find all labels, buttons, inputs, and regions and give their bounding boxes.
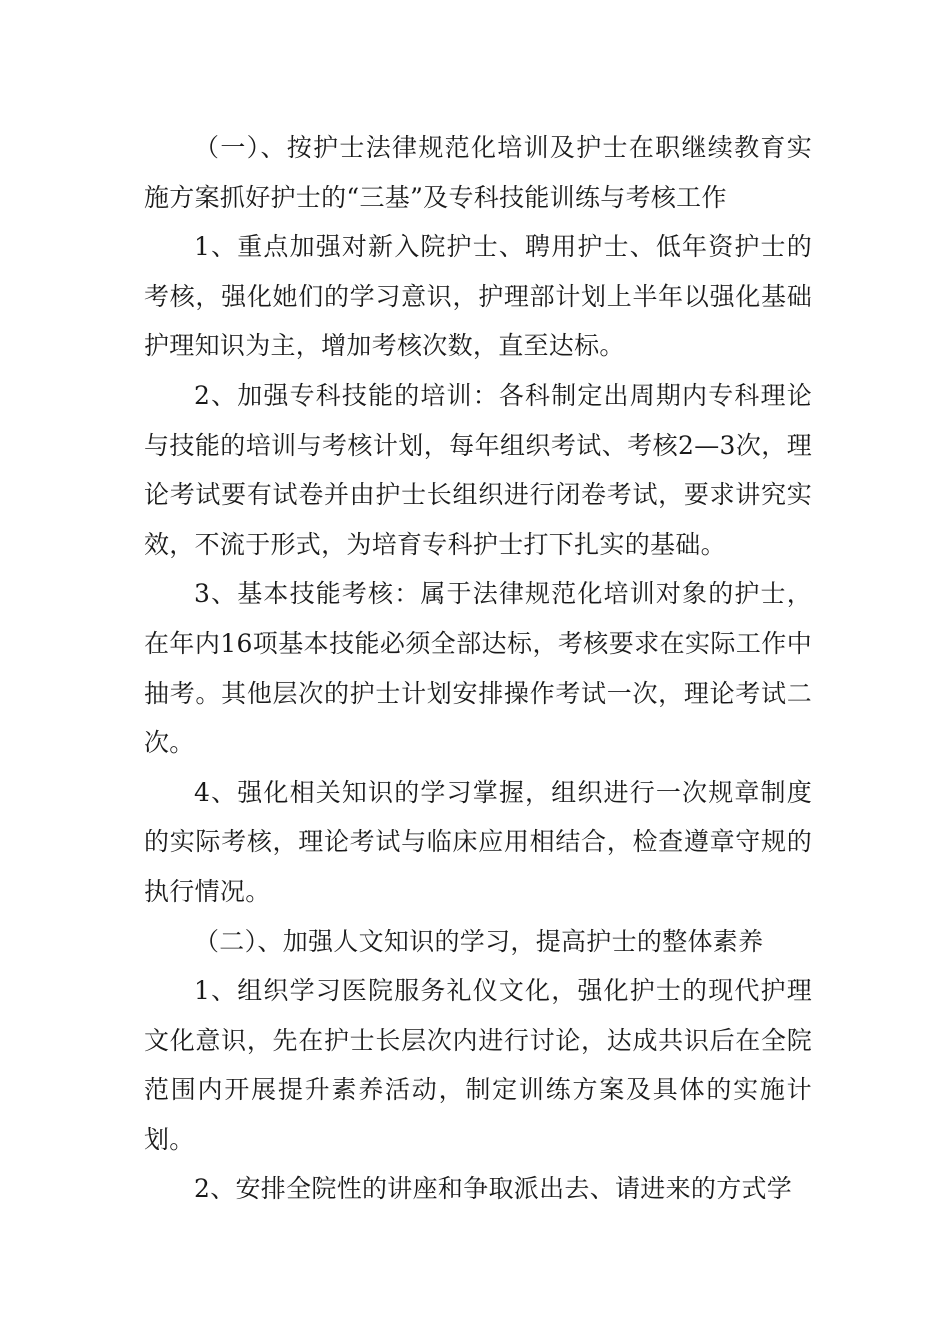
paragraph-item-1: 1、重点加强对新入院护士、聘用护士、低年资护士的考核，强化她们的学习意识，护理部计划上半年以强化基础护理知识为主，增加考核次数，直至达标。 (144, 232, 812, 361)
section-heading-1: （一）、按护士法律规范化培训及护士在职继续教育实施方案抓好护士的“三基”及专科技能训练与考核工作 (144, 133, 812, 212)
paragraph-item-2: 2、加强专科技能的培训：各科制定出周期内专科理论与技能的培训与考核计划，每年组织考试、考核2—3次，理论考试要有试卷并由护士长组织进行闭卷考试，要求讲究实效，不流于形式，为培育专科护士打下扎实的基础。 (144, 380, 812, 559)
paragraph-item-6: 2、安排全院性的讲座和争取派出去、请进来的方式学 (194, 1174, 793, 1204)
paragraph-item-5: 1、组织学习医院服务礼仪文化，强化护士的现代护理文化意识，先在护士长层次内进行讨论，达成共识后在全院范围内开展提升素养活动，制定训练方案及具体的实施计划。 (144, 976, 812, 1154)
paragraph-item-3: 3、基本技能考核：属于法律规范化培训对象的护士，在年内16项基本技能必须全部达标，考核要求在实际工作中抽考。其他层次的护士计划安排操作考试一次，理论考试二次。 (144, 579, 812, 758)
paragraph-item-4: 4、强化相关知识的学习掌握，组织进行一次规章制度的实际考核，理论考试与临床应用相结合，检查遵章守规的执行情况。 (144, 777, 812, 906)
section-heading-2: （二）、加强人文知识的学习，提高护士的整体素养 (194, 926, 764, 956)
document-body (144, 123, 812, 1214)
